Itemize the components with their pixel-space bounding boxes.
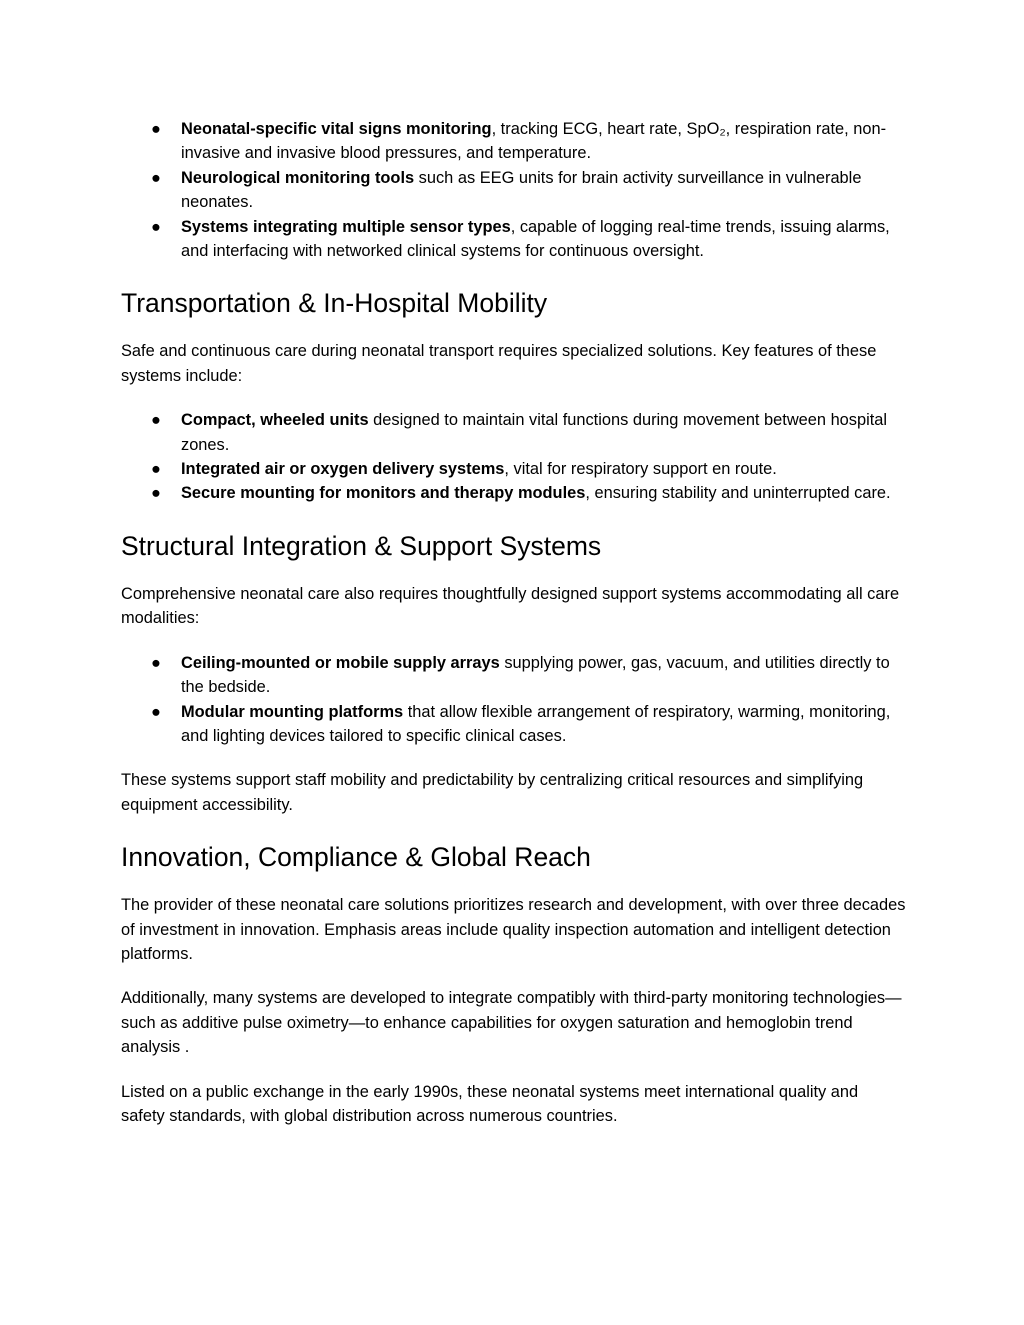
vital-monitoring-list bbox=[121, 117, 906, 263]
list-item-bold: Integrated air or oxygen delivery systems bbox=[181, 460, 505, 479]
list-item bbox=[121, 215, 906, 264]
list-item bbox=[121, 408, 906, 457]
list-item-text: , capable of logging real-time trends, issuing alarms, and interfacing with networked clinical systems for continuous oversight. bbox=[181, 217, 890, 261]
list-item-text: designed to maintain vital functions during movement between hospital zones. bbox=[181, 411, 888, 454]
list-item-bold: Modular mounting platforms bbox=[181, 702, 404, 721]
bullet-icon: ● bbox=[151, 460, 161, 479]
transport-list bbox=[121, 408, 906, 506]
list-item bbox=[121, 457, 906, 481]
bullet-icon: ● bbox=[151, 411, 161, 430]
list-item-bold: Systems integrating multiple sensor types bbox=[181, 217, 511, 236]
list-item-bold: Compact, wheeled units bbox=[181, 411, 369, 430]
section-heading-transport: Transportation & In-Hospital Mobility bbox=[121, 288, 548, 319]
list-item-text: such as EEG units for brain activity surveillance in vulnerable neonates. bbox=[181, 168, 862, 212]
list-item bbox=[121, 166, 906, 215]
bullet-icon: ● bbox=[151, 484, 161, 503]
list-item-text: , ensuring stability and uninterrupted care. bbox=[585, 484, 891, 503]
list-item-text: supplying power, gas, vacuum, and utilities directly to the bedside. bbox=[181, 653, 890, 697]
bullet-icon: ● bbox=[151, 653, 161, 672]
bullet-icon: ● bbox=[151, 168, 161, 187]
document-page bbox=[121, 117, 906, 1128]
list-item-bold: Neonatal-specific vital signs monitoring bbox=[181, 120, 492, 138]
structural-intro: Comprehensive neonatal care also requires thoughtfully designed support systems accommodating all care modalities: bbox=[121, 584, 900, 628]
list-item bbox=[121, 481, 906, 505]
innovation-paragraph: The provider of these neonatal care solutions prioritizes research and development, with over three decades of investment in innovation. Emphasis areas include quality inspection automation and intelligent detection platforms. bbox=[121, 896, 906, 963]
section-heading-structural: Structural Integration & Support Systems bbox=[121, 530, 602, 561]
transport-intro: Safe and continuous care during neonatal transport requires specialized solutions. Key features of these systems include: bbox=[121, 342, 877, 385]
list-item-text: that allow flexible arrangement of respiratory, warming, monitoring, and lighting devices tailored to specific clinical cases. bbox=[181, 702, 891, 745]
bullet-icon: ● bbox=[151, 217, 161, 236]
list-item-bold: Secure mounting for monitors and therapy modules bbox=[181, 484, 586, 503]
list-item bbox=[121, 651, 906, 700]
list-item bbox=[121, 117, 906, 166]
list-item-text: , tracking ECG, heart rate, SpO₂, respiration rate, non-invasive and invasive blood pressures, and temperature. bbox=[181, 120, 887, 163]
list-item-text: , vital for respiratory support en route. bbox=[504, 460, 777, 479]
section-heading-innovation: Innovation, Compliance & Global Reach bbox=[121, 842, 591, 873]
innovation-paragraph: Additionally, many systems are developed to integrate compatibly with third-party monitoring technologies—such as additive pulse oximetry—to enhance capabilities for oxygen saturation and hemoglobin trend analysis . bbox=[121, 989, 902, 1057]
list-item-bold: Neurological monitoring tools bbox=[181, 168, 415, 187]
structural-outro: These systems support staff mobility and predictability by centralizing critical resources and simplifying equipment accessibility. bbox=[121, 771, 864, 814]
bullet-icon: ● bbox=[151, 120, 161, 138]
bullet-icon: ● bbox=[151, 702, 161, 721]
innovation-paragraph: Listed on a public exchange in the early 1990s, these neonatal systems meet international quality and safety standards, with global distribution across numerous countries. bbox=[121, 1082, 859, 1125]
list-item bbox=[121, 700, 906, 749]
structural-list bbox=[121, 651, 906, 749]
list-item-bold: Ceiling-mounted or mobile supply arrays bbox=[181, 653, 500, 672]
